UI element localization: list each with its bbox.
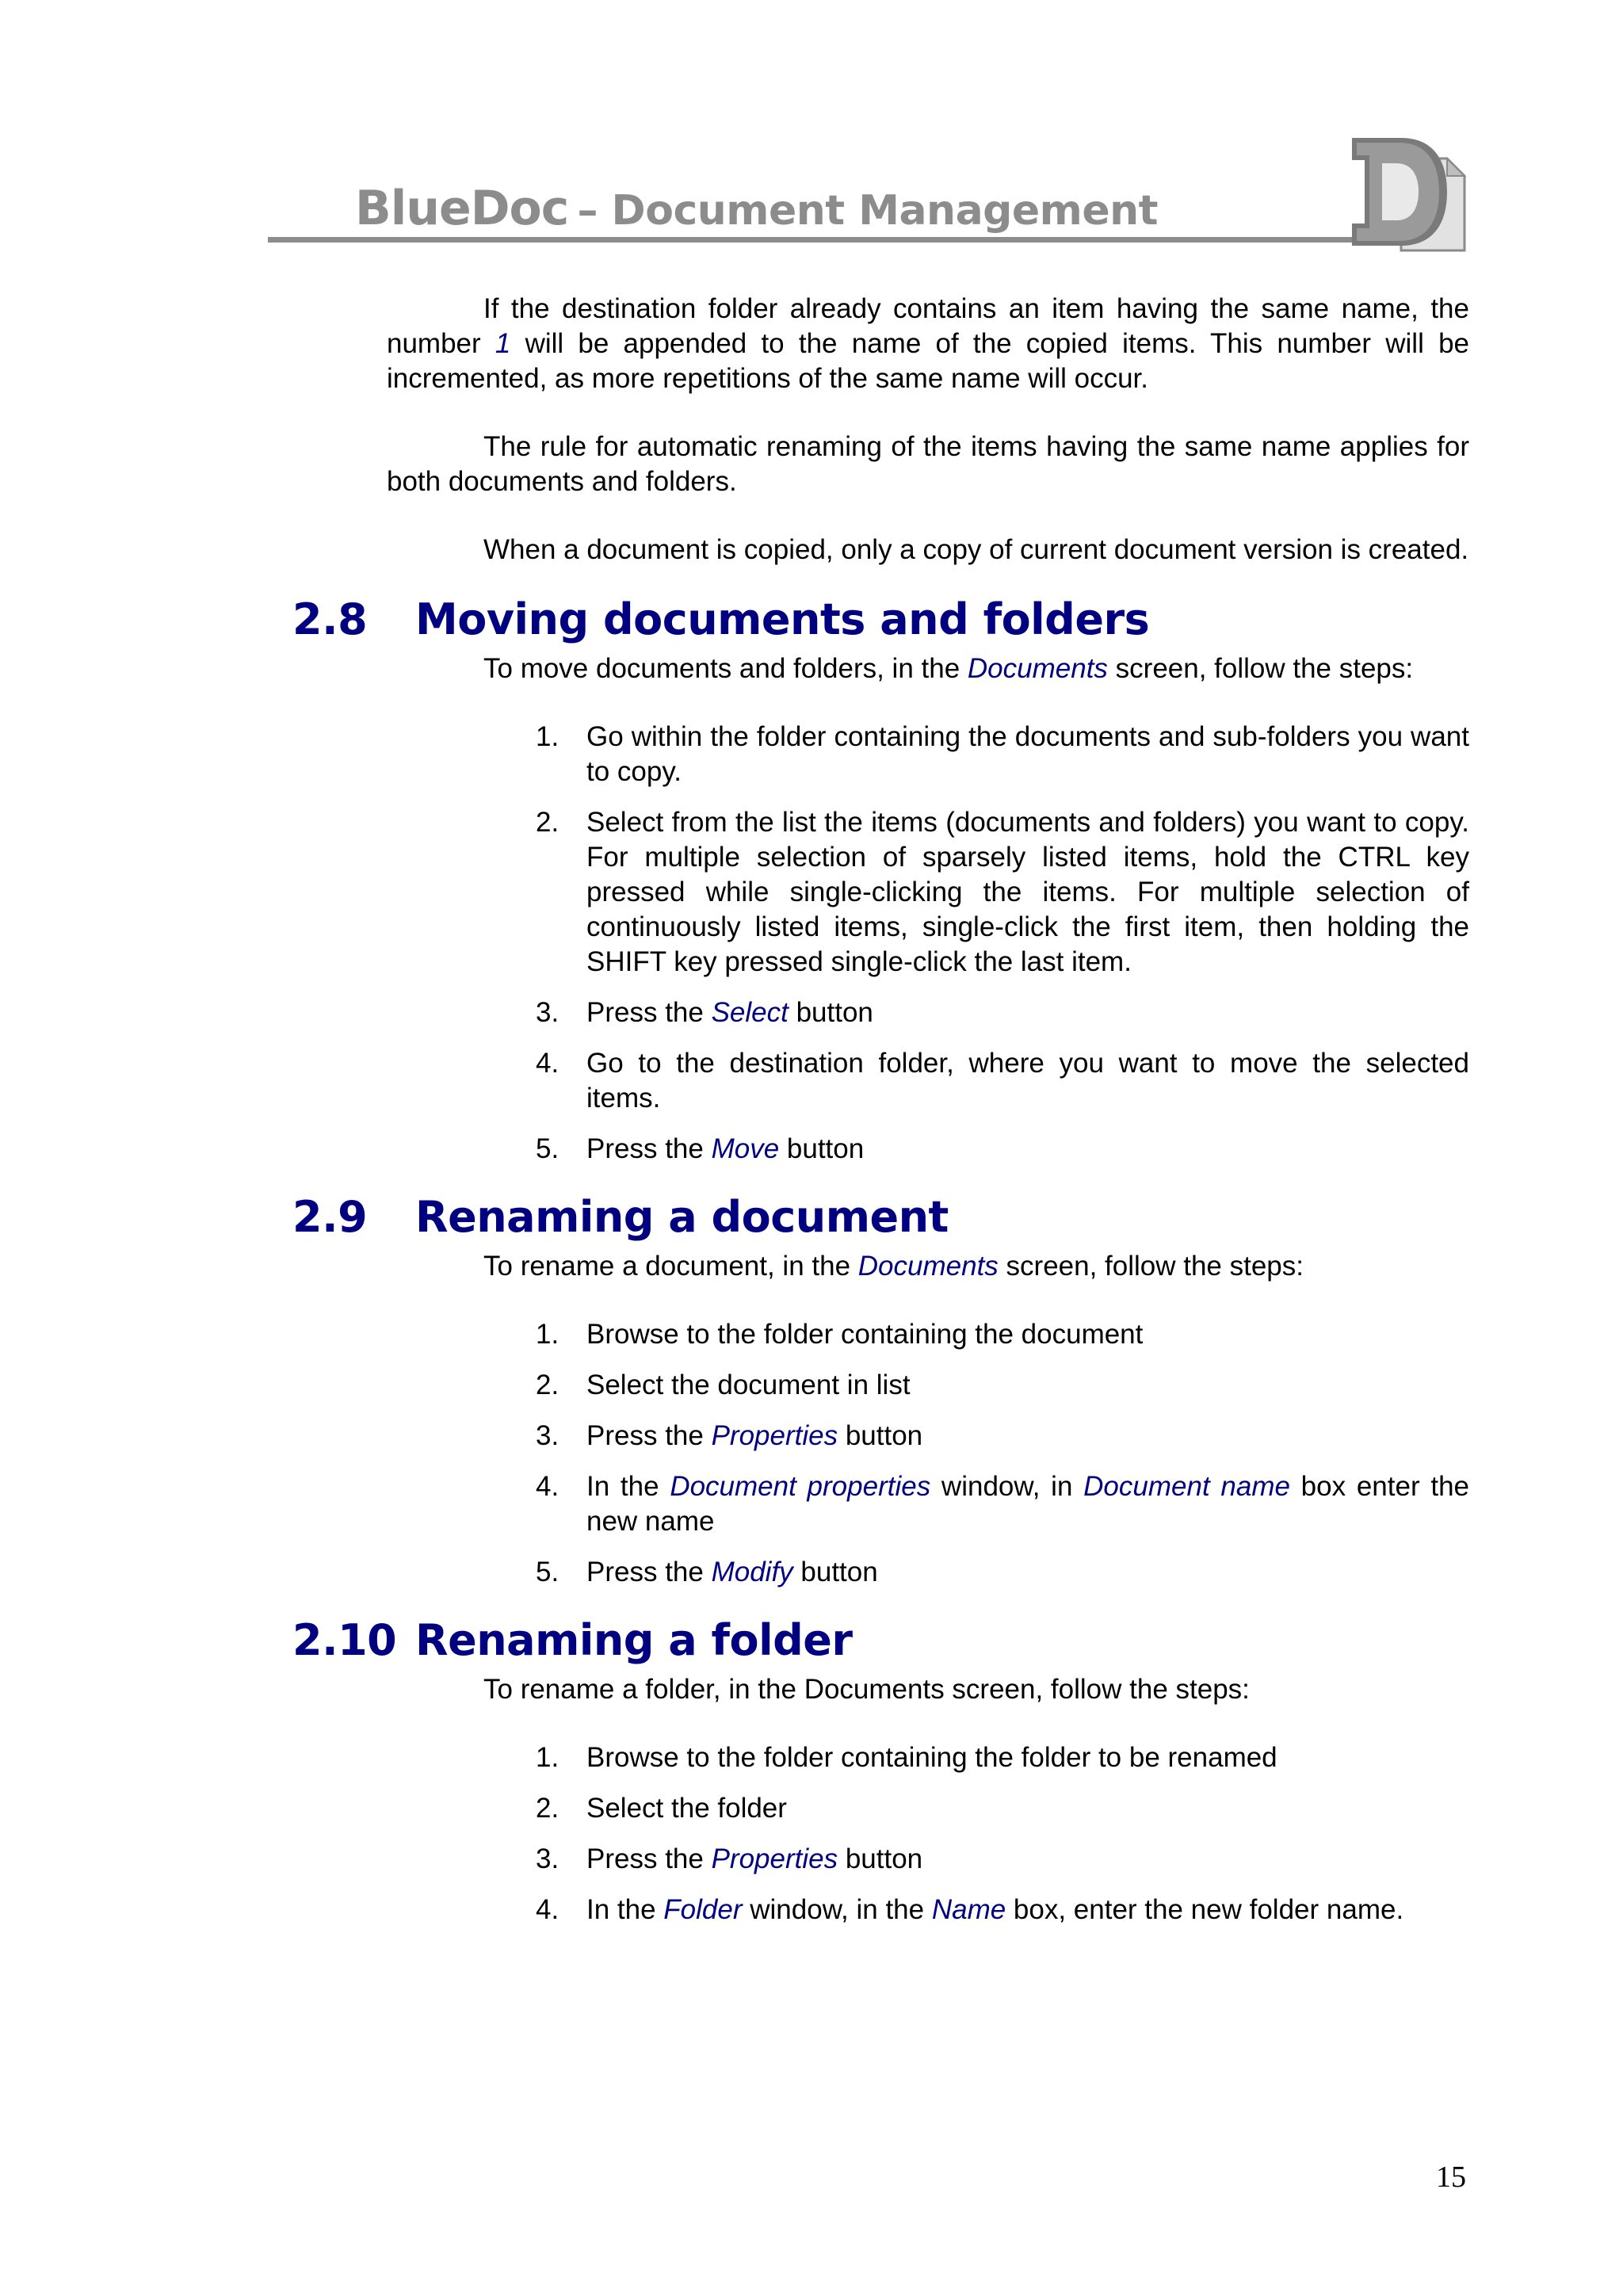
list-item: 5. Press the Modify button bbox=[536, 1557, 878, 1587]
keyword: Select bbox=[711, 997, 789, 1028]
section-number: 2.8 bbox=[292, 594, 368, 644]
keyword: Properties bbox=[711, 1843, 838, 1874]
document-title bbox=[355, 181, 1158, 236]
list-item: 4. In the Document properties window, in Document name box enter the new name bbox=[536, 1471, 1469, 1537]
keyword: Documents bbox=[857, 1251, 999, 1282]
keyword: Document name bbox=[1083, 1471, 1290, 1502]
list-item: 2. Select from the list the items (documents and folders) you want to copy. For multiple selection of sparsely listed items, hold the CTRL key pressed while single-clicking the items. For multiple selection of continuously listed items, single-click the first item, then holding the SHIFT key pressed single-click the last item. bbox=[536, 807, 1469, 977]
list-item: 2. Select the document in list bbox=[536, 1370, 911, 1400]
steps-list bbox=[387, 1317, 1469, 1590]
list-item: 1. Go within the folder containing the documents and sub-folders you want to copy. bbox=[536, 721, 1469, 787]
list-item: 4. Go to the destination folder, where you want to move the selected items. bbox=[536, 1048, 1469, 1114]
steps-list bbox=[387, 1740, 1469, 1927]
header-rule bbox=[268, 237, 1377, 243]
section-number: 2.10 bbox=[292, 1615, 397, 1665]
list-item: 3. Press the Properties button bbox=[536, 1843, 923, 1874]
section-number: 2.9 bbox=[292, 1192, 368, 1242]
list-item: 4. In the Folder window, in the Name box, enter the new folder name. bbox=[536, 1894, 1404, 1925]
keyword: Properties bbox=[711, 1420, 838, 1451]
paragraph: The rule for automatic renaming of the items having the same name applies for both documents and folders. bbox=[387, 431, 1469, 497]
keyword: Modify bbox=[711, 1557, 793, 1587]
list-item: 3. Press the Properties button bbox=[536, 1420, 923, 1451]
keyword: Move bbox=[711, 1133, 780, 1164]
paragraph: To rename a document, in the Documents screen, follow the steps: bbox=[483, 1251, 1304, 1282]
list-item: 2. Select the folder bbox=[536, 1793, 787, 1824]
page-header bbox=[268, 133, 1480, 260]
list-item: 5. Press the Move button bbox=[536, 1133, 865, 1164]
paragraph: When a document is copied, only a copy of current document version is created. bbox=[483, 534, 1469, 565]
page-content bbox=[292, 292, 1469, 1943]
paragraph: To move documents and folders, in the Documents screen, follow the steps: bbox=[483, 653, 1414, 684]
keyword: Documents bbox=[967, 653, 1108, 684]
section-heading bbox=[292, 588, 1375, 651]
document-subtitle: – Document Management bbox=[577, 187, 1158, 235]
list-item: 1. Browse to the folder containing the folder to be renamed bbox=[536, 1742, 1277, 1773]
section-title: Moving documents and folders bbox=[415, 594, 1150, 644]
steps-list bbox=[387, 720, 1469, 1167]
paragraph: If the destination folder already contains an item having the same name, the number 1 will be appended to the name of the copied items. This number will be incremented, as more repetitions of the same name will occur. bbox=[387, 293, 1469, 394]
keyword: Name bbox=[931, 1894, 1006, 1925]
brand-name: BlueDoc bbox=[355, 181, 569, 236]
section-title: Renaming a document bbox=[415, 1192, 949, 1242]
keyword: Document properties bbox=[670, 1471, 931, 1502]
section-title: Renaming a folder bbox=[415, 1615, 853, 1665]
page-number: 15 bbox=[1436, 2160, 1466, 2194]
list-item: 1. Browse to the folder containing the document bbox=[536, 1319, 1144, 1350]
section-heading bbox=[292, 1609, 1375, 1672]
section-heading bbox=[292, 1186, 1375, 1249]
list-item: 3. Press the Select button bbox=[536, 997, 873, 1028]
bluedoc-logo-icon bbox=[1346, 133, 1468, 252]
keyword: Folder bbox=[663, 1894, 743, 1925]
paragraph: To rename a folder, in the Documents screen, follow the steps: bbox=[483, 1674, 1250, 1705]
keyword: 1 bbox=[495, 328, 511, 359]
